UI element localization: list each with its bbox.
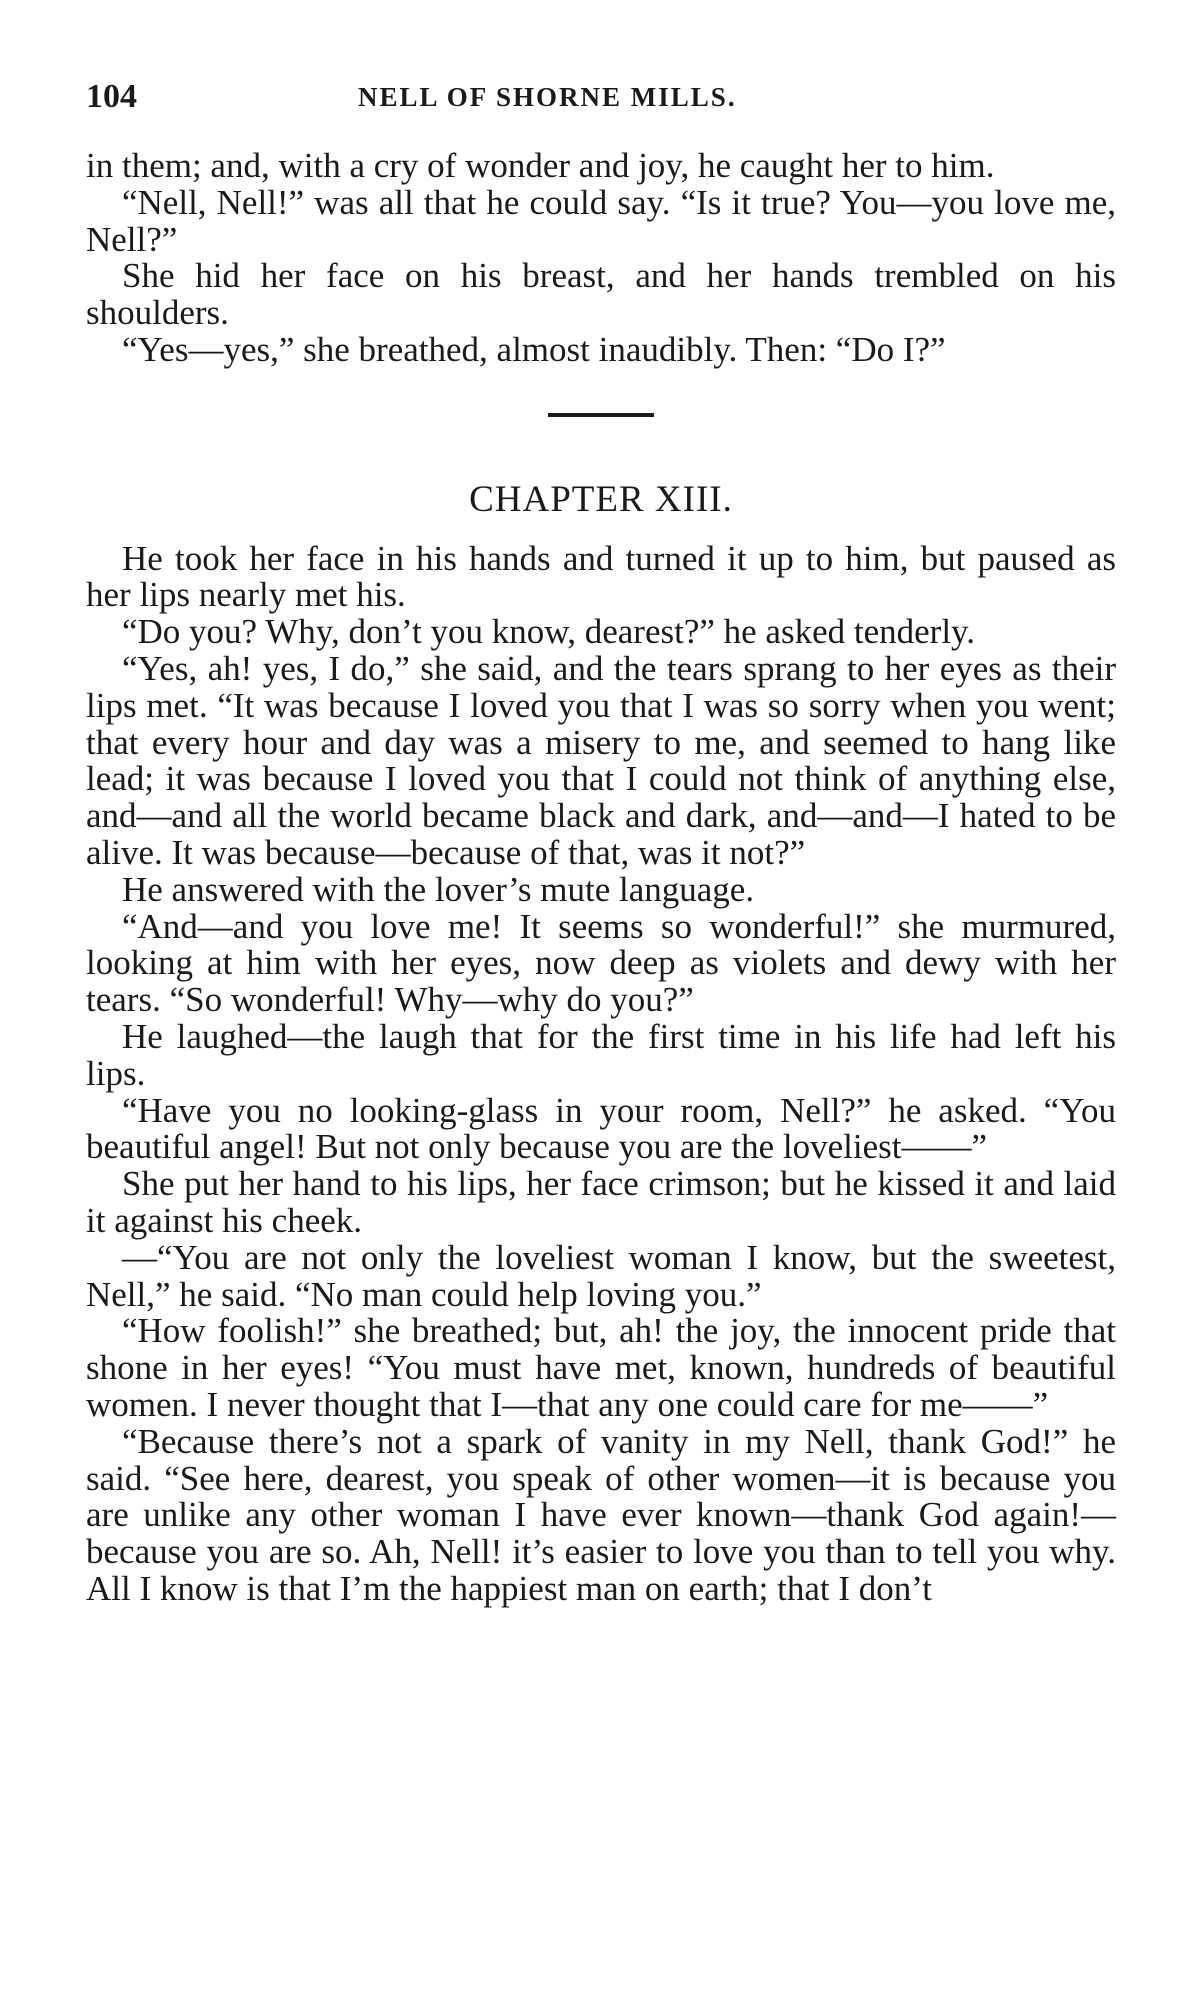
paragraph: “How foolish!” she breathed; but, ah! the joy, the innocent pride that shone in her eyes! “You must have met, known, hundreds of beautiful women. I never thought that I—that any one could care for me——” <box>86 1311 1116 1424</box>
paragraph: He laughed—the laugh that for the first time in his life had left his lips. <box>86 1016 1116 1093</box>
paragraph: She put her hand to his lips, her face crimson; but he kissed it and laid it against his cheek. <box>86 1164 1116 1240</box>
paragraph: in them; and, with a cry of wonder and joy, he caught her to him. <box>86 146 995 185</box>
page-number: 104 <box>86 78 137 115</box>
paragraph: “Have you no looking-glass in your room, Nell?” he asked. “You beautiful angel! But not only because you are the loveliest——” <box>86 1090 1116 1167</box>
paragraph: “And—and you love me! It seems so wonderful!” she murmured, looking at him with her eyes, now deep as violets and dewy with her tears. “So wonderful! Why—why do you?” <box>86 906 1116 1020</box>
paragraph: “Do you? Why, don’t you know, dearest?” he asked tenderly. <box>122 612 976 652</box>
paragraph: She hid her face on his breast, and her hands trembled on his shoulders. <box>86 256 1116 333</box>
paragraph: He answered with the lover’s mute language. <box>122 869 755 909</box>
paragraph: “Because there’s not a spark of vanity in my Nell, thank God!” he said. “See here, dearest, you speak of other women—it is because you are unlike any other woman I have ever known—thank God again!—because you are so. Ah, Nell! it’s easier to love you than to tell you why. All I know is that I’m the happiest man on earth; that I don’t <box>86 1421 1116 1608</box>
paragraph: “Yes, ah! yes, I do,” she said, and the tears sprang to her eyes as their lips met. “It was because I loved you that I was so sorry when you went; that every hour and day was a misery to me, and seemed to hang like lead; it was because I loved you that I could not think of anything else, and—and all the world became black and dark, and—and—I hated to be alive. It was because—because of that, was it not?” <box>86 648 1116 872</box>
body-text <box>86 148 1116 1608</box>
chapter-heading: CHAPTER XIII. <box>469 478 733 520</box>
running-title: NELL OF SHORNE MILLS. <box>358 82 737 112</box>
paragraph: “Nell, Nell!” was all that he could say. “Is it true? You—you love me, Nell?” <box>86 182 1116 259</box>
section-divider-rule <box>548 413 654 417</box>
book-page <box>86 78 1116 1608</box>
running-header <box>86 78 1116 118</box>
paragraph: He took her face in his hands and turned it up to him, but paused as her lips nearly met his. <box>86 538 1116 615</box>
paragraph: —“You are not only the loveliest woman I know, but the sweetest, Nell,” he said. “No man could help loving you.” <box>86 1237 1116 1314</box>
paragraph: “Yes—yes,” she breathed, almost inaudibly. Then: “Do I?” <box>122 329 946 369</box>
